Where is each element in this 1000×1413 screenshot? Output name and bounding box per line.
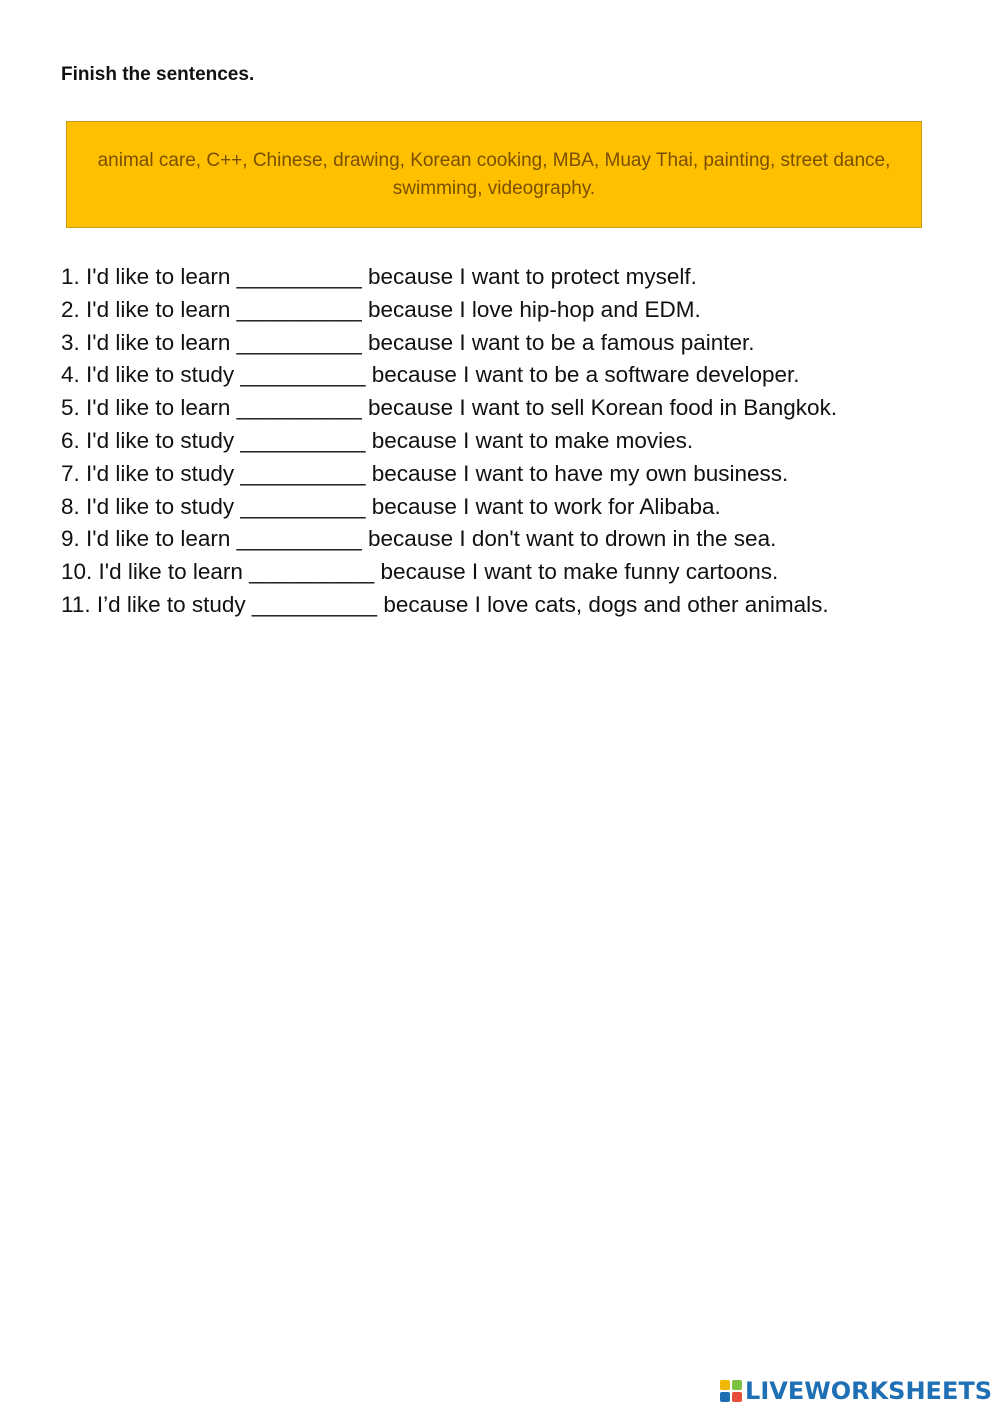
- sentence-item: 4. I'd like to study __________ because I want to be a software developer.: [61, 362, 800, 388]
- sentence-item: 7. I'd like to study __________ because I want to have my own business.: [61, 460, 789, 486]
- sentence-item: 1. I'd like to learn __________ because I want to protect myself.: [61, 264, 697, 289]
- logo-square-icon: [720, 1392, 730, 1402]
- liveworksheets-logo: [720, 1377, 992, 1405]
- logo-square-icon: [732, 1380, 742, 1390]
- logo-square-icon: [720, 1380, 730, 1390]
- sentence-list: [61, 261, 961, 622]
- logo-square-icon: [732, 1392, 742, 1402]
- sentence-item: 2. I'd like to learn __________ because I love hip-hop and EDM.: [61, 296, 701, 322]
- instruction-heading: Finish the sentences.: [61, 64, 255, 85]
- word-bank-box: [66, 121, 922, 228]
- sentence-item: 10. I'd like to learn __________ because I want to make funny cartoons.: [61, 559, 779, 585]
- sentence-item: 11. I’d like to study __________ because I love cats, dogs and other animals.: [61, 591, 829, 617]
- word-bank-text: animal care, C++, Chinese, drawing, Korean cooking, MBA, Muay Thai, painting, street dance, swimming, videography.: [97, 149, 891, 199]
- sentence-item: 9. I'd like to learn __________ because I don't want to drown in the sea.: [61, 526, 777, 552]
- sentence-item: 3. I'd like to learn __________ because I want to be a famous painter.: [61, 329, 755, 355]
- sentence-item: 8. I'd like to study __________ because I want to work for Alibaba.: [61, 493, 721, 519]
- logo-text: LIVEWORKSHEETS: [745, 1377, 992, 1405]
- logo-mark-icon: [720, 1380, 742, 1402]
- sentence-item: 5. I'd like to learn __________ because I want to sell Korean food in Bangkok.: [61, 395, 838, 421]
- sentence-item: 6. I'd like to study __________ because I want to make movies.: [61, 427, 694, 453]
